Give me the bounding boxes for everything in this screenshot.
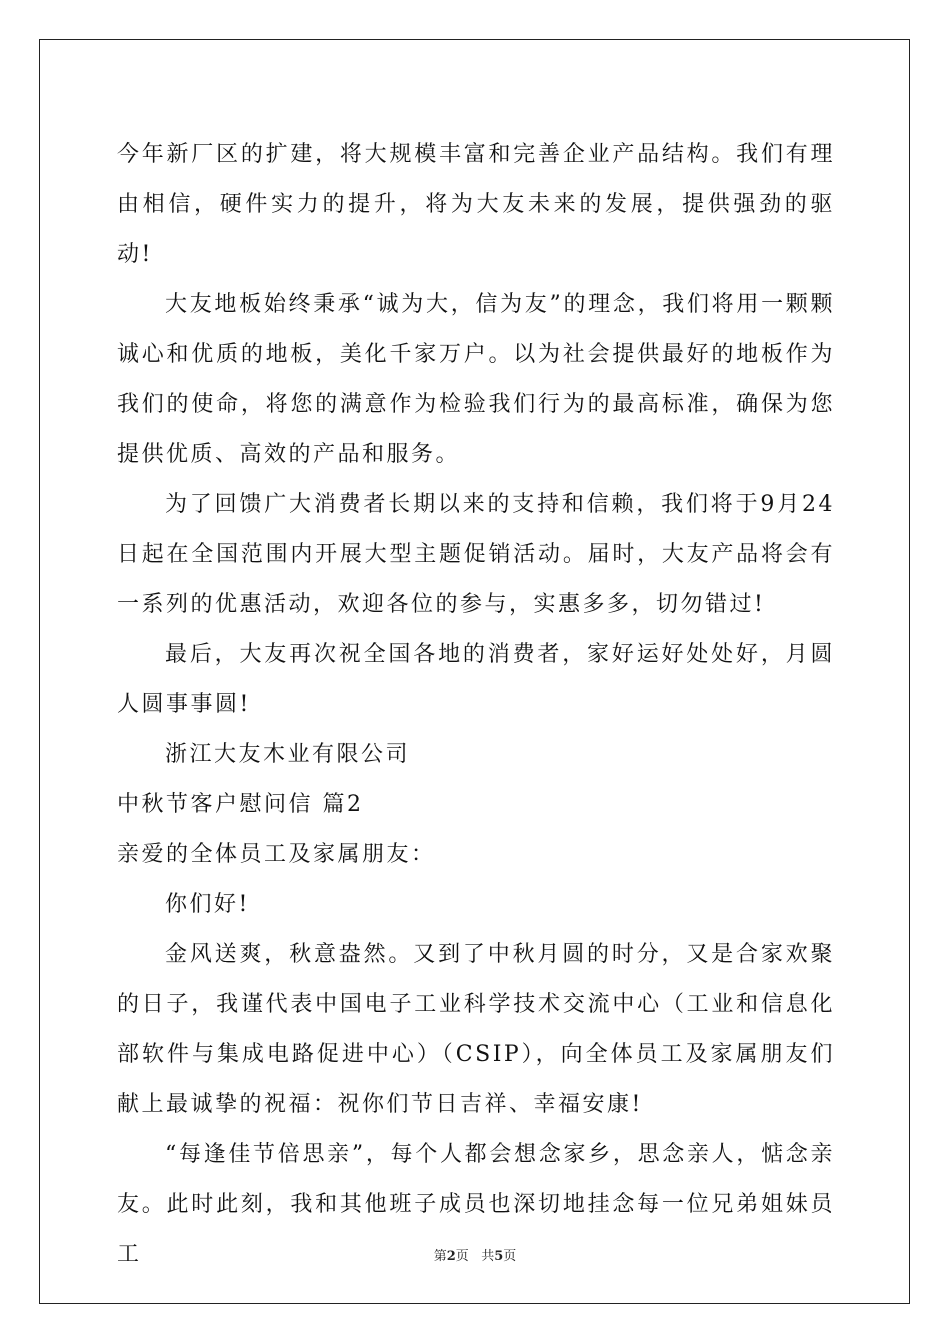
document-body <box>117 130 835 1280</box>
section-title: 中秋节客户慰问信 篇2 <box>117 792 364 817</box>
paragraph-philosophy: 大友地板始终秉承“诚为大，信为友”的理念，我们将用一颗颗诚心和优质的地板，美化千家万户。以为社会提供最好的地板作为我们的使命，将您的满意作为检验我们行为的最高标准，确保为您提供优质、高效的产品和服务。 <box>117 292 835 467</box>
paragraph-promotion: 为了回馈广大消费者长期以来的支持和信赖，我们将于9月24日起在全国范围内开展大型主题促销活动。届时，大友产品将会有一系列的优惠活动，欢迎各位的参与，实惠多多，切勿错过! <box>117 492 835 617</box>
footer-page-unit: 页 <box>455 1249 469 1264</box>
paragraph-missing-family: “每逢佳节倍思亲”，每个人都会想念家乡，思念亲人，惦念亲友。此时此刻，我和其他班子成员也深切地挂念每一位兄弟姐妹员工 <box>117 1142 835 1267</box>
footer-total-unit: 页 <box>503 1249 517 1264</box>
paragraph-festival-wishes: 金风送爽，秋意盎然。又到了中秋月圆的时分，又是合家欢聚的日子，我谨代表中国电子工业科学技术交流中心（工业和信息化部软件与集成电路促进中心）（CSIP），向全体员工及家属朋友们献上最诚挚的祝福：祝你们节日吉祥、幸福安康! <box>117 942 835 1117</box>
company-signature: 浙江大友木业有限公司 <box>165 742 411 767</box>
footer-total-prefix: 共 <box>481 1249 495 1264</box>
salutation: 亲爱的全体员工及家属朋友： <box>117 842 436 867</box>
total-pages-number: 5 <box>494 1249 504 1264</box>
paragraph-continuation: 今年新厂区的扩建，将大规模丰富和完善企业产品结构。我们有理由相信，硬件实力的提升，将为大友未来的发展，提供强劲的驱动! <box>117 142 835 267</box>
paragraph-closing-wishes: 最后，大友再次祝全国各地的消费者，家好运好处处好，月圆人圆事事圆! <box>117 642 835 717</box>
page-footer <box>0 1248 950 1266</box>
footer-page-prefix: 第 <box>433 1249 447 1264</box>
current-page-number: 2 <box>446 1249 456 1264</box>
greeting: 你们好! <box>165 892 250 917</box>
